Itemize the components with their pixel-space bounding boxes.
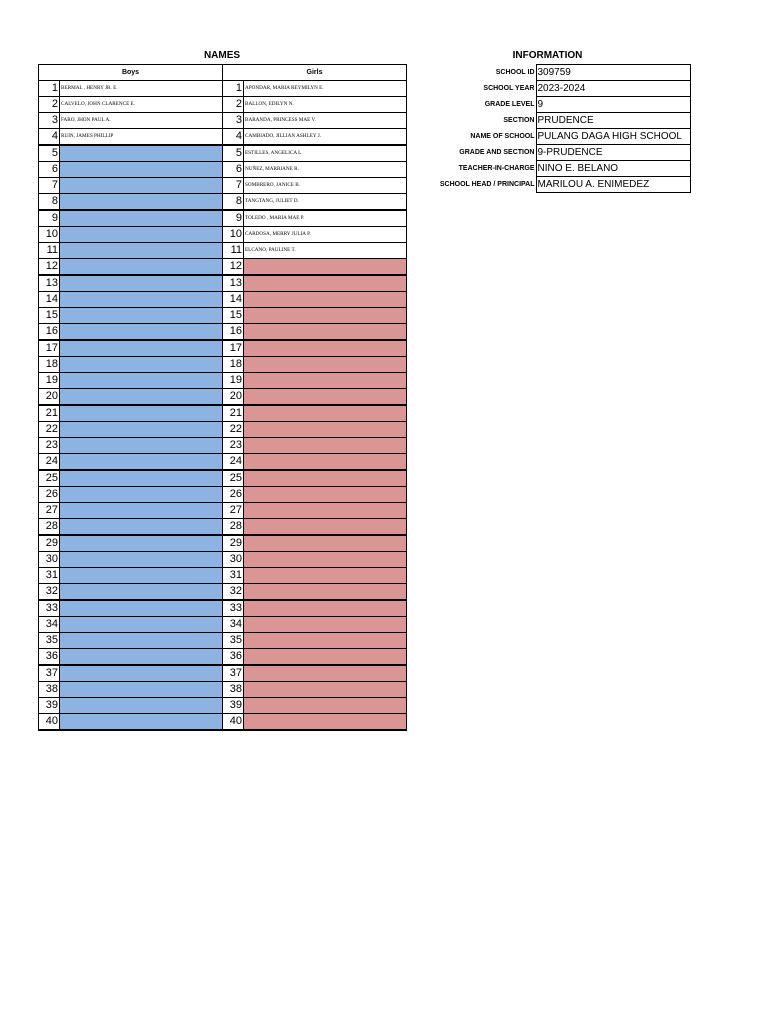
boy-name-cell[interactable] (60, 340, 223, 357)
boy-name-cell[interactable] (60, 194, 223, 211)
boy-row-number[interactable]: 29 (39, 535, 60, 552)
boy-row-number[interactable]: 7 (39, 178, 60, 194)
girl-name-cell[interactable]: TOLEDO , MARIA MAE P. (244, 210, 407, 227)
girl-row-number[interactable]: 1 (223, 81, 244, 97)
boy-row-number[interactable]: 37 (39, 665, 60, 682)
boy-name-cell[interactable] (60, 405, 223, 422)
information-table (430, 64, 691, 193)
info-value[interactable]: PRUDENCE (536, 113, 690, 129)
girl-name-cell[interactable] (244, 438, 407, 454)
boy-row-number[interactable]: 3 (39, 113, 60, 129)
boy-row-number[interactable]: 8 (39, 194, 60, 211)
boy-row-number[interactable]: 21 (39, 405, 60, 422)
table-row (39, 714, 407, 731)
table-row (39, 600, 407, 617)
girl-row-number[interactable]: 9 (223, 210, 244, 227)
boy-name-cell[interactable] (60, 519, 223, 536)
boy-name-cell[interactable] (60, 308, 223, 324)
boy-row-number[interactable]: 5 (39, 145, 60, 162)
boy-name-cell[interactable] (60, 454, 223, 471)
boy-name-cell[interactable] (60, 243, 223, 259)
table-row (39, 292, 407, 308)
girl-name-cell[interactable] (244, 503, 407, 519)
girl-name-cell[interactable] (244, 714, 407, 731)
boy-row-number[interactable]: 38 (39, 682, 60, 698)
boy-name-cell[interactable] (60, 162, 223, 178)
table-row (39, 389, 407, 406)
boy-row-number[interactable]: 27 (39, 503, 60, 519)
girl-row-number[interactable]: 15 (223, 308, 244, 324)
table-row (39, 503, 407, 519)
boy-name-cell[interactable] (60, 698, 223, 714)
boy-name-cell[interactable] (60, 292, 223, 308)
boy-row-number[interactable]: 13 (39, 275, 60, 292)
names-header-row (39, 65, 407, 81)
table-row (39, 422, 407, 438)
girl-row-number[interactable]: 6 (223, 162, 244, 178)
girl-row-number[interactable]: 4 (223, 129, 244, 146)
boy-row-number[interactable]: 23 (39, 438, 60, 454)
boy-row-number[interactable]: 1 (39, 81, 60, 97)
table-row (39, 194, 407, 211)
names-title: NAMES (203, 50, 241, 61)
table-row (39, 275, 407, 292)
table-row (39, 665, 407, 682)
boy-row-number[interactable]: 15 (39, 308, 60, 324)
table-row (39, 227, 407, 243)
girls-header: Girls (223, 65, 407, 81)
info-row (430, 145, 690, 161)
girl-row-number[interactable]: 36 (223, 649, 244, 666)
boys-header: Boys (39, 65, 223, 81)
boy-name-cell[interactable] (60, 227, 223, 243)
info-label: SCHOOL YEAR (483, 85, 535, 92)
boy-name-cell[interactable] (60, 503, 223, 519)
boy-row-number[interactable]: 2 (39, 97, 60, 113)
names-table (38, 64, 407, 731)
girl-row-number[interactable]: 12 (223, 259, 244, 276)
girl-row-number[interactable]: 30 (223, 552, 244, 568)
girl-row-number[interactable]: 18 (223, 357, 244, 373)
boy-name-cell[interactable] (60, 145, 223, 162)
boy-name-cell[interactable]: BERMAL , HENRY JR. E. (60, 81, 223, 97)
girl-row-number[interactable]: 20 (223, 389, 244, 406)
girl-name-cell[interactable] (244, 324, 407, 341)
info-value[interactable]: 9 (536, 97, 690, 113)
boy-row-number[interactable]: 30 (39, 552, 60, 568)
boy-row-number[interactable]: 11 (39, 243, 60, 259)
info-label: GRADE AND SECTION (459, 149, 535, 156)
girl-row-number[interactable]: 22 (223, 422, 244, 438)
boy-row-number[interactable]: 35 (39, 633, 60, 649)
girl-name-cell[interactable] (244, 389, 407, 406)
girl-name-cell[interactable]: BARANDA, PRINCESS MAE V. (244, 113, 407, 129)
info-label: NAME OF SCHOOL (470, 133, 535, 140)
table-row (39, 129, 407, 146)
girl-row-number[interactable]: 33 (223, 600, 244, 617)
table-row (39, 438, 407, 454)
girl-row-number[interactable]: 8 (223, 194, 244, 211)
girl-row-number[interactable]: 38 (223, 682, 244, 698)
boy-row-number[interactable]: 19 (39, 373, 60, 389)
girl-name-cell[interactable] (244, 373, 407, 389)
boy-row-number[interactable]: 16 (39, 324, 60, 341)
boy-name-cell[interactable] (60, 275, 223, 292)
info-value[interactable]: MARILOU A. ENIMEDEZ (536, 177, 690, 193)
info-label: SCHOOL ID (495, 69, 535, 76)
table-row (39, 97, 407, 113)
boy-name-cell[interactable] (60, 178, 223, 194)
table-row (39, 243, 407, 259)
boy-name-cell[interactable] (60, 584, 223, 601)
boy-name-cell[interactable] (60, 535, 223, 552)
boy-row-number[interactable]: 17 (39, 340, 60, 357)
girl-name-cell[interactable] (244, 308, 407, 324)
girl-name-cell[interactable]: CARDOSA, MERRY JULIA P. (244, 227, 407, 243)
girl-name-cell[interactable]: APONDAR, MARIA REYMILYN E. (244, 81, 407, 97)
boy-name-cell[interactable] (60, 617, 223, 633)
girl-name-cell[interactable] (244, 649, 407, 666)
boy-row-number[interactable]: 33 (39, 600, 60, 617)
boy-name-cell[interactable] (60, 568, 223, 584)
girl-name-cell[interactable] (244, 665, 407, 682)
boy-name-cell[interactable] (60, 422, 223, 438)
boy-row-number[interactable]: 32 (39, 584, 60, 601)
girl-name-cell[interactable] (244, 535, 407, 552)
girl-row-number[interactable]: 16 (223, 324, 244, 341)
boy-name-cell[interactable] (60, 389, 223, 406)
girl-name-cell[interactable]: BALLON, EDILYN N. (244, 97, 407, 113)
names-body (39, 81, 407, 731)
girl-name-cell[interactable] (244, 454, 407, 471)
info-row (430, 65, 690, 81)
girl-name-cell[interactable]: TANGTANG, JULIET D. (244, 194, 407, 211)
girl-row-number[interactable]: 5 (223, 145, 244, 162)
table-row (39, 552, 407, 568)
boy-row-number[interactable]: 12 (39, 259, 60, 276)
girl-row-number[interactable]: 29 (223, 535, 244, 552)
girl-row-number[interactable]: 40 (223, 714, 244, 731)
boy-name-cell[interactable]: CALVELO, JOHN CLARENCE E. (60, 97, 223, 113)
boy-row-number[interactable]: 6 (39, 162, 60, 178)
boy-row-number[interactable]: 4 (39, 129, 60, 146)
boy-row-number[interactable]: 24 (39, 454, 60, 471)
girl-name-cell[interactable] (244, 422, 407, 438)
table-row (39, 698, 407, 714)
info-label: GRADE LEVEL (484, 101, 535, 108)
girl-name-cell[interactable]: ELCANO, PAULINE T. (244, 243, 407, 259)
boy-row-number[interactable]: 22 (39, 422, 60, 438)
table-row (39, 162, 407, 178)
boy-row-number[interactable]: 39 (39, 698, 60, 714)
girl-row-number[interactable]: 27 (223, 503, 244, 519)
boy-row-number[interactable]: 34 (39, 617, 60, 633)
girl-name-cell[interactable] (244, 470, 407, 487)
girl-row-number[interactable]: 3 (223, 113, 244, 129)
boy-name-cell[interactable] (60, 210, 223, 227)
girl-row-number[interactable]: 21 (223, 405, 244, 422)
info-value[interactable]: NINO E. BELANO (536, 161, 690, 177)
table-row (39, 535, 407, 552)
boy-row-number[interactable]: 25 (39, 470, 60, 487)
girl-name-cell[interactable] (244, 584, 407, 601)
table-row (39, 324, 407, 341)
info-label: TEACHER-IN-CHARGE (458, 165, 535, 172)
girl-name-cell[interactable] (244, 682, 407, 698)
table-row (39, 454, 407, 471)
table-row (39, 308, 407, 324)
table-row (39, 145, 407, 162)
info-row (430, 97, 690, 113)
girl-name-cell[interactable] (244, 698, 407, 714)
girl-row-number[interactable]: 14 (223, 292, 244, 308)
table-row (39, 584, 407, 601)
girl-name-cell[interactable] (244, 633, 407, 649)
table-row (39, 210, 407, 227)
table-row (39, 340, 407, 357)
girl-name-cell[interactable] (244, 487, 407, 503)
girl-row-number[interactable]: 7 (223, 178, 244, 194)
girl-row-number[interactable]: 31 (223, 568, 244, 584)
info-row (430, 81, 690, 97)
info-value[interactable]: 2023-2024 (536, 81, 690, 97)
table-row (39, 633, 407, 649)
table-row (39, 682, 407, 698)
girl-name-cell[interactable] (244, 357, 407, 373)
boy-name-cell[interactable] (60, 357, 223, 373)
info-value[interactable]: PULANG DAGA HIGH SCHOOL (536, 129, 690, 145)
table-row (39, 568, 407, 584)
boy-name-cell[interactable] (60, 373, 223, 389)
boy-row-number[interactable]: 9 (39, 210, 60, 227)
table-row (39, 357, 407, 373)
girl-row-number[interactable]: 2 (223, 97, 244, 113)
info-row (430, 177, 690, 193)
girl-row-number[interactable]: 19 (223, 373, 244, 389)
info-row (430, 113, 690, 129)
girl-name-cell[interactable] (244, 340, 407, 357)
table-row (39, 649, 407, 666)
girl-name-cell[interactable] (244, 275, 407, 292)
girl-row-number[interactable]: 32 (223, 584, 244, 601)
girl-row-number[interactable]: 17 (223, 340, 244, 357)
girl-row-number[interactable]: 10 (223, 227, 244, 243)
boy-name-cell[interactable] (60, 487, 223, 503)
table-row (39, 113, 407, 129)
boy-name-cell[interactable] (60, 633, 223, 649)
info-label: SCHOOL HEAD / PRINCIPAL (439, 181, 535, 188)
girl-name-cell[interactable] (244, 617, 407, 633)
table-row (39, 617, 407, 633)
boy-name-cell[interactable] (60, 552, 223, 568)
boy-row-number[interactable]: 28 (39, 519, 60, 536)
boy-row-number[interactable]: 31 (39, 568, 60, 584)
info-value[interactable]: 9-PRUDENCE (536, 145, 690, 161)
boy-name-cell[interactable] (60, 665, 223, 682)
boy-name-cell[interactable] (60, 682, 223, 698)
boy-name-cell[interactable]: FARO, JHON PAUL A. (60, 113, 223, 129)
girl-name-cell[interactable]: SOMBRERO, JANICE B. (244, 178, 407, 194)
boy-name-cell[interactable] (60, 438, 223, 454)
table-row (39, 405, 407, 422)
boy-name-cell[interactable] (60, 649, 223, 666)
boy-row-number[interactable]: 36 (39, 649, 60, 666)
info-value[interactable]: 309759 (536, 65, 690, 81)
girl-name-cell[interactable]: ESTILLES, ANGELICA L. (244, 145, 407, 162)
table-row (39, 487, 407, 503)
boy-name-cell[interactable] (60, 714, 223, 731)
boy-row-number[interactable]: 20 (39, 389, 60, 406)
boy-row-number[interactable]: 10 (39, 227, 60, 243)
girl-name-cell[interactable] (244, 259, 407, 276)
information-body (430, 65, 690, 193)
girl-name-cell[interactable] (244, 600, 407, 617)
girl-row-number[interactable]: 35 (223, 633, 244, 649)
girl-name-cell[interactable] (244, 292, 407, 308)
girl-row-number[interactable]: 37 (223, 665, 244, 682)
boy-row-number[interactable]: 18 (39, 357, 60, 373)
table-row (39, 178, 407, 194)
girl-row-number[interactable]: 34 (223, 617, 244, 633)
boy-name-cell[interactable] (60, 600, 223, 617)
table-row (39, 259, 407, 276)
table-row (39, 519, 407, 536)
information-title: INFORMATION (512, 50, 583, 61)
girl-row-number[interactable]: 26 (223, 487, 244, 503)
girl-name-cell[interactable]: NUÑEZ, MARRIANE R. (244, 162, 407, 178)
info-row (430, 129, 690, 145)
boy-name-cell[interactable] (60, 259, 223, 276)
girl-name-cell[interactable] (244, 519, 407, 536)
table-row (39, 81, 407, 97)
boy-name-cell[interactable] (60, 324, 223, 341)
boy-row-number[interactable]: 14 (39, 292, 60, 308)
girl-row-number[interactable]: 23 (223, 438, 244, 454)
girl-row-number[interactable]: 24 (223, 454, 244, 471)
girl-row-number[interactable]: 25 (223, 470, 244, 487)
info-label: SECTION (503, 117, 535, 124)
girl-name-cell[interactable] (244, 405, 407, 422)
table-row (39, 470, 407, 487)
table-row (39, 373, 407, 389)
girl-name-cell[interactable]: CAMBIADO, JILLIAN ASHLEY J. (244, 129, 407, 146)
boy-name-cell[interactable]: RUIN, JAMES PHILLIP (60, 129, 223, 146)
girl-row-number[interactable]: 28 (223, 519, 244, 536)
boy-row-number[interactable]: 40 (39, 714, 60, 731)
girl-row-number[interactable]: 13 (223, 275, 244, 292)
girl-row-number[interactable]: 11 (223, 243, 244, 259)
info-row (430, 161, 690, 177)
boy-row-number[interactable]: 26 (39, 487, 60, 503)
girl-name-cell[interactable] (244, 552, 407, 568)
girl-row-number[interactable]: 39 (223, 698, 244, 714)
boy-name-cell[interactable] (60, 470, 223, 487)
girl-name-cell[interactable] (244, 568, 407, 584)
